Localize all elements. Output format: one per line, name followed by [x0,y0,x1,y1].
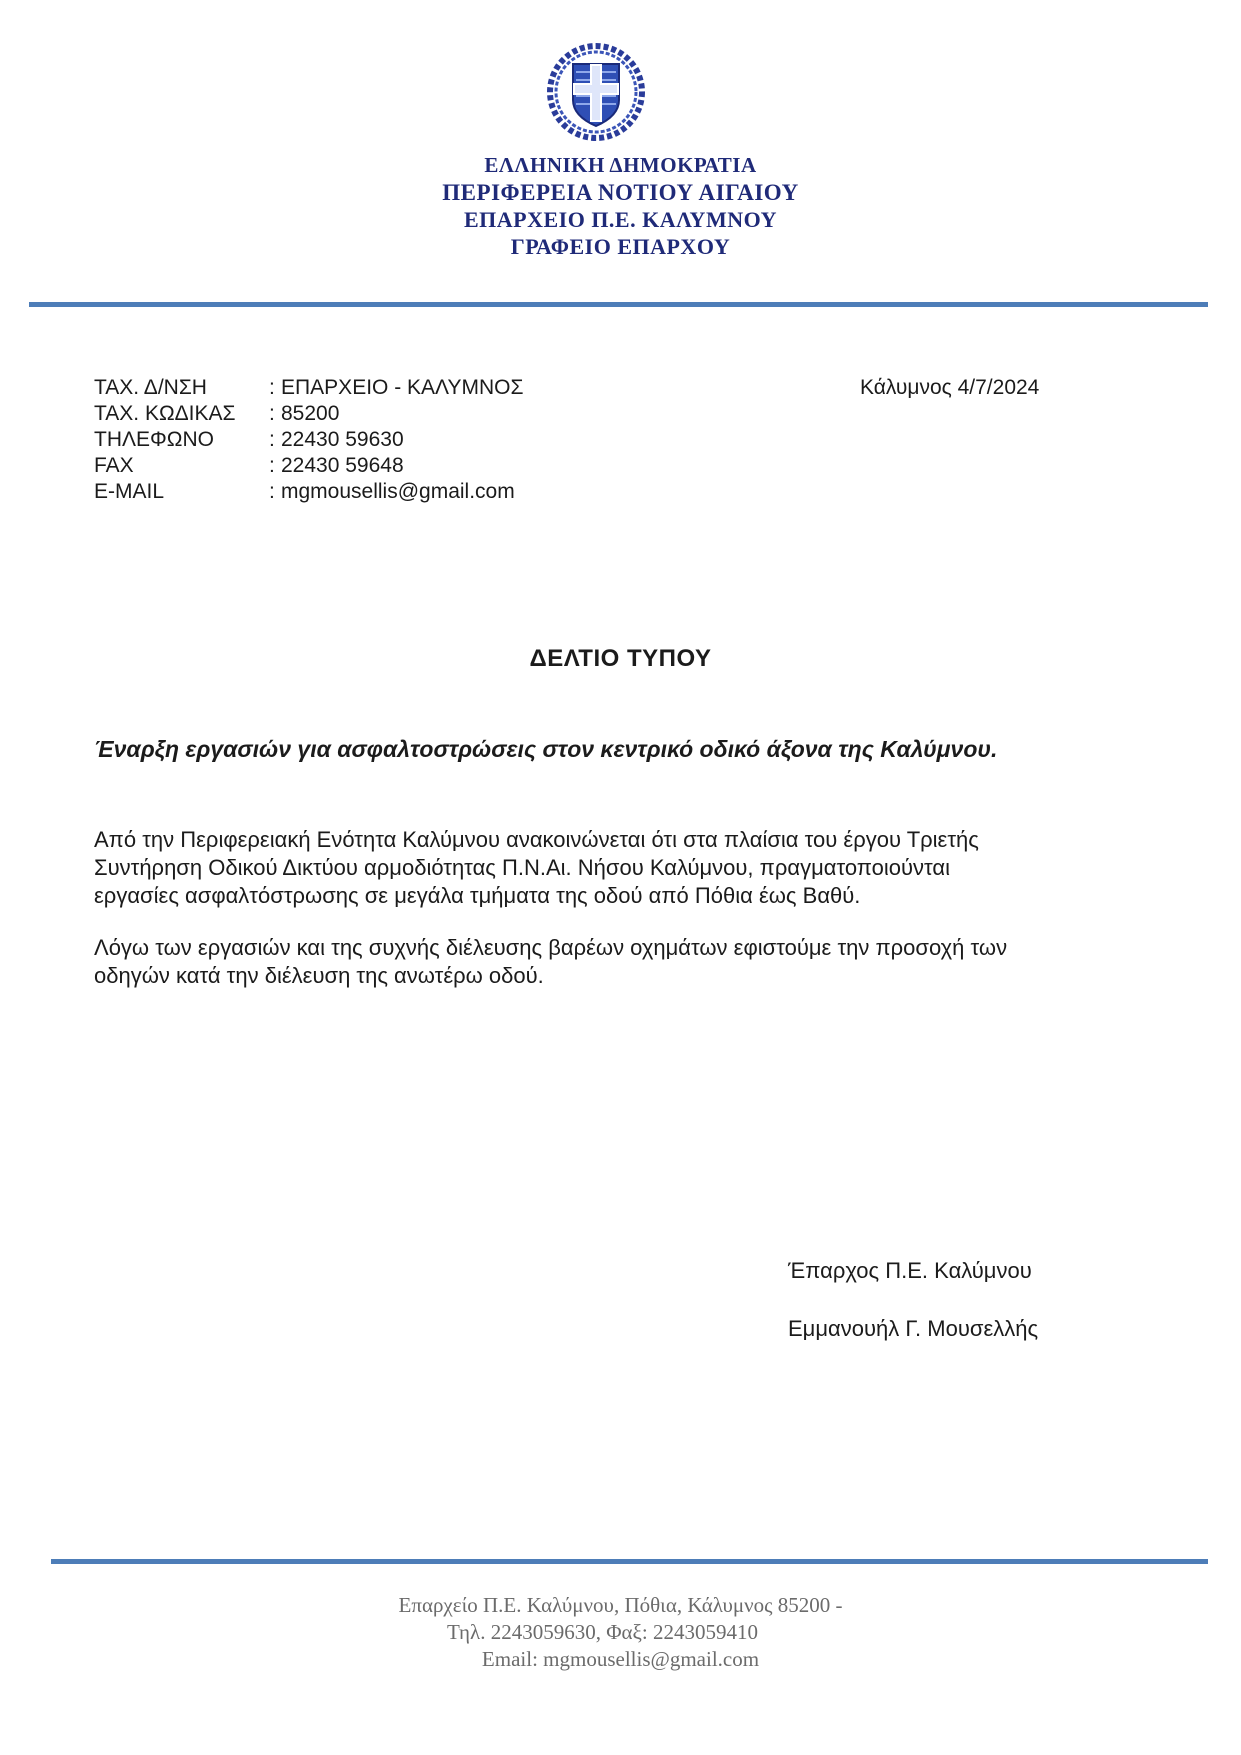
contact-separator: : [269,480,275,503]
footer-email: Email: mgmousellis@gmail.com [481,1647,760,1671]
footer [0,1592,1241,1673]
press-release-body [94,826,1154,1014]
body-paragraph [94,934,1154,990]
contact-label: ΤΑΧ. ΚΩΔΙΚΑΣ [94,402,236,425]
contact-value: 22430 59648 [281,454,404,477]
signatory-role: Έπαρχος Π.Ε. Καλύμνου [788,1258,1032,1283]
contact-separator: : [269,376,275,399]
document-date: Κάλυμνος 4/7/2024 [860,376,1040,399]
body-paragraph [94,826,1154,910]
contact-separator: : [269,454,275,477]
contact-row [94,453,524,479]
contact-label: ΤΗΛΕΦΩΝΟ [94,428,214,451]
signatory-name: Εμμανουήλ Γ. Μουσελλής [788,1316,1039,1341]
contact-block [94,375,524,505]
contact-value: 85200 [281,402,340,425]
signature-block [788,1257,1038,1343]
contact-email: mgmousellis@gmail.com [281,480,515,503]
contact-row [94,427,524,453]
letterhead-republic: ΕΛΛΗΝΙΚΗ ΔΗΜΟΚΡΑΤΙΑ [484,153,757,177]
letterhead-prefecture-office: ΕΠΑΡΧΕΙΟ Π.Ε. ΚΑΛΥΜΝΟΥ [463,207,778,232]
contact-row [94,375,524,401]
footer-address: Επαρχείο Π.Ε. Καλύμνου, Πόθια, Κάλυμνος 85200 - [398,1593,843,1617]
footer-divider [51,1559,1208,1564]
letterhead [0,152,1241,260]
letterhead-governor-office: ΓΡΑΦΕΙΟ ΕΠΑΡΧΟΥ [510,234,731,259]
contact-row [94,401,524,427]
body-line: εργασίες ασφαλτόστρωσης σε μεγάλα τμήματα της οδού από Πόθια έως Βαθύ. [94,883,861,908]
header-divider [29,302,1208,307]
contact-row [94,479,524,505]
contact-label: FAX [94,454,134,477]
contact-separator: : [269,402,275,425]
press-release-title: ΔΕΛΤΙΟ ΤΥΠΟΥ [529,645,712,672]
press-release-headline: Έναρξη εργασιών για ασφαλτοστρώσεις στον κεντρικό οδικό άξονα της Καλύμνου. [94,736,998,762]
body-line: Λόγω των εργασιών και της συχνής διέλευσης βαρέων οχημάτων εφιστούμε την προσοχή των [94,935,1008,960]
greek-coat-of-arms-icon [546,42,646,142]
contact-separator: : [269,428,275,451]
contact-value: 22430 59630 [281,428,404,451]
contact-label: E-MAIL [94,480,165,503]
footer-phone-fax: Τηλ. 2243059630, Φαξ: 2243059410 [446,1620,758,1644]
contact-value: ΕΠΑΡΧΕΙΟ - ΚΑΛΥΜΝΟΣ [281,376,524,399]
contact-label: ΤΑΧ. Δ/ΝΣΗ [94,376,207,399]
letterhead-region: ΠΕΡΙΦΕΡΕΙΑ ΝΟΤΙΟΥ ΑΙΓΑΙΟΥ [442,180,799,205]
body-line: οδηγών κατά την διέλευση της ανωτέρω οδού. [94,963,544,988]
body-line: Συντήρηση Οδικού Δικτύου αρμοδιότητας Π.Ν.Αι. Νήσου Καλύμνου, πραγματοποιούνται [94,855,951,880]
body-line: Από την Περιφερειακή Ενότητα Καλύμνου ανακοινώνεται ότι στα πλαίσια του έργου Τριετής [94,827,979,852]
